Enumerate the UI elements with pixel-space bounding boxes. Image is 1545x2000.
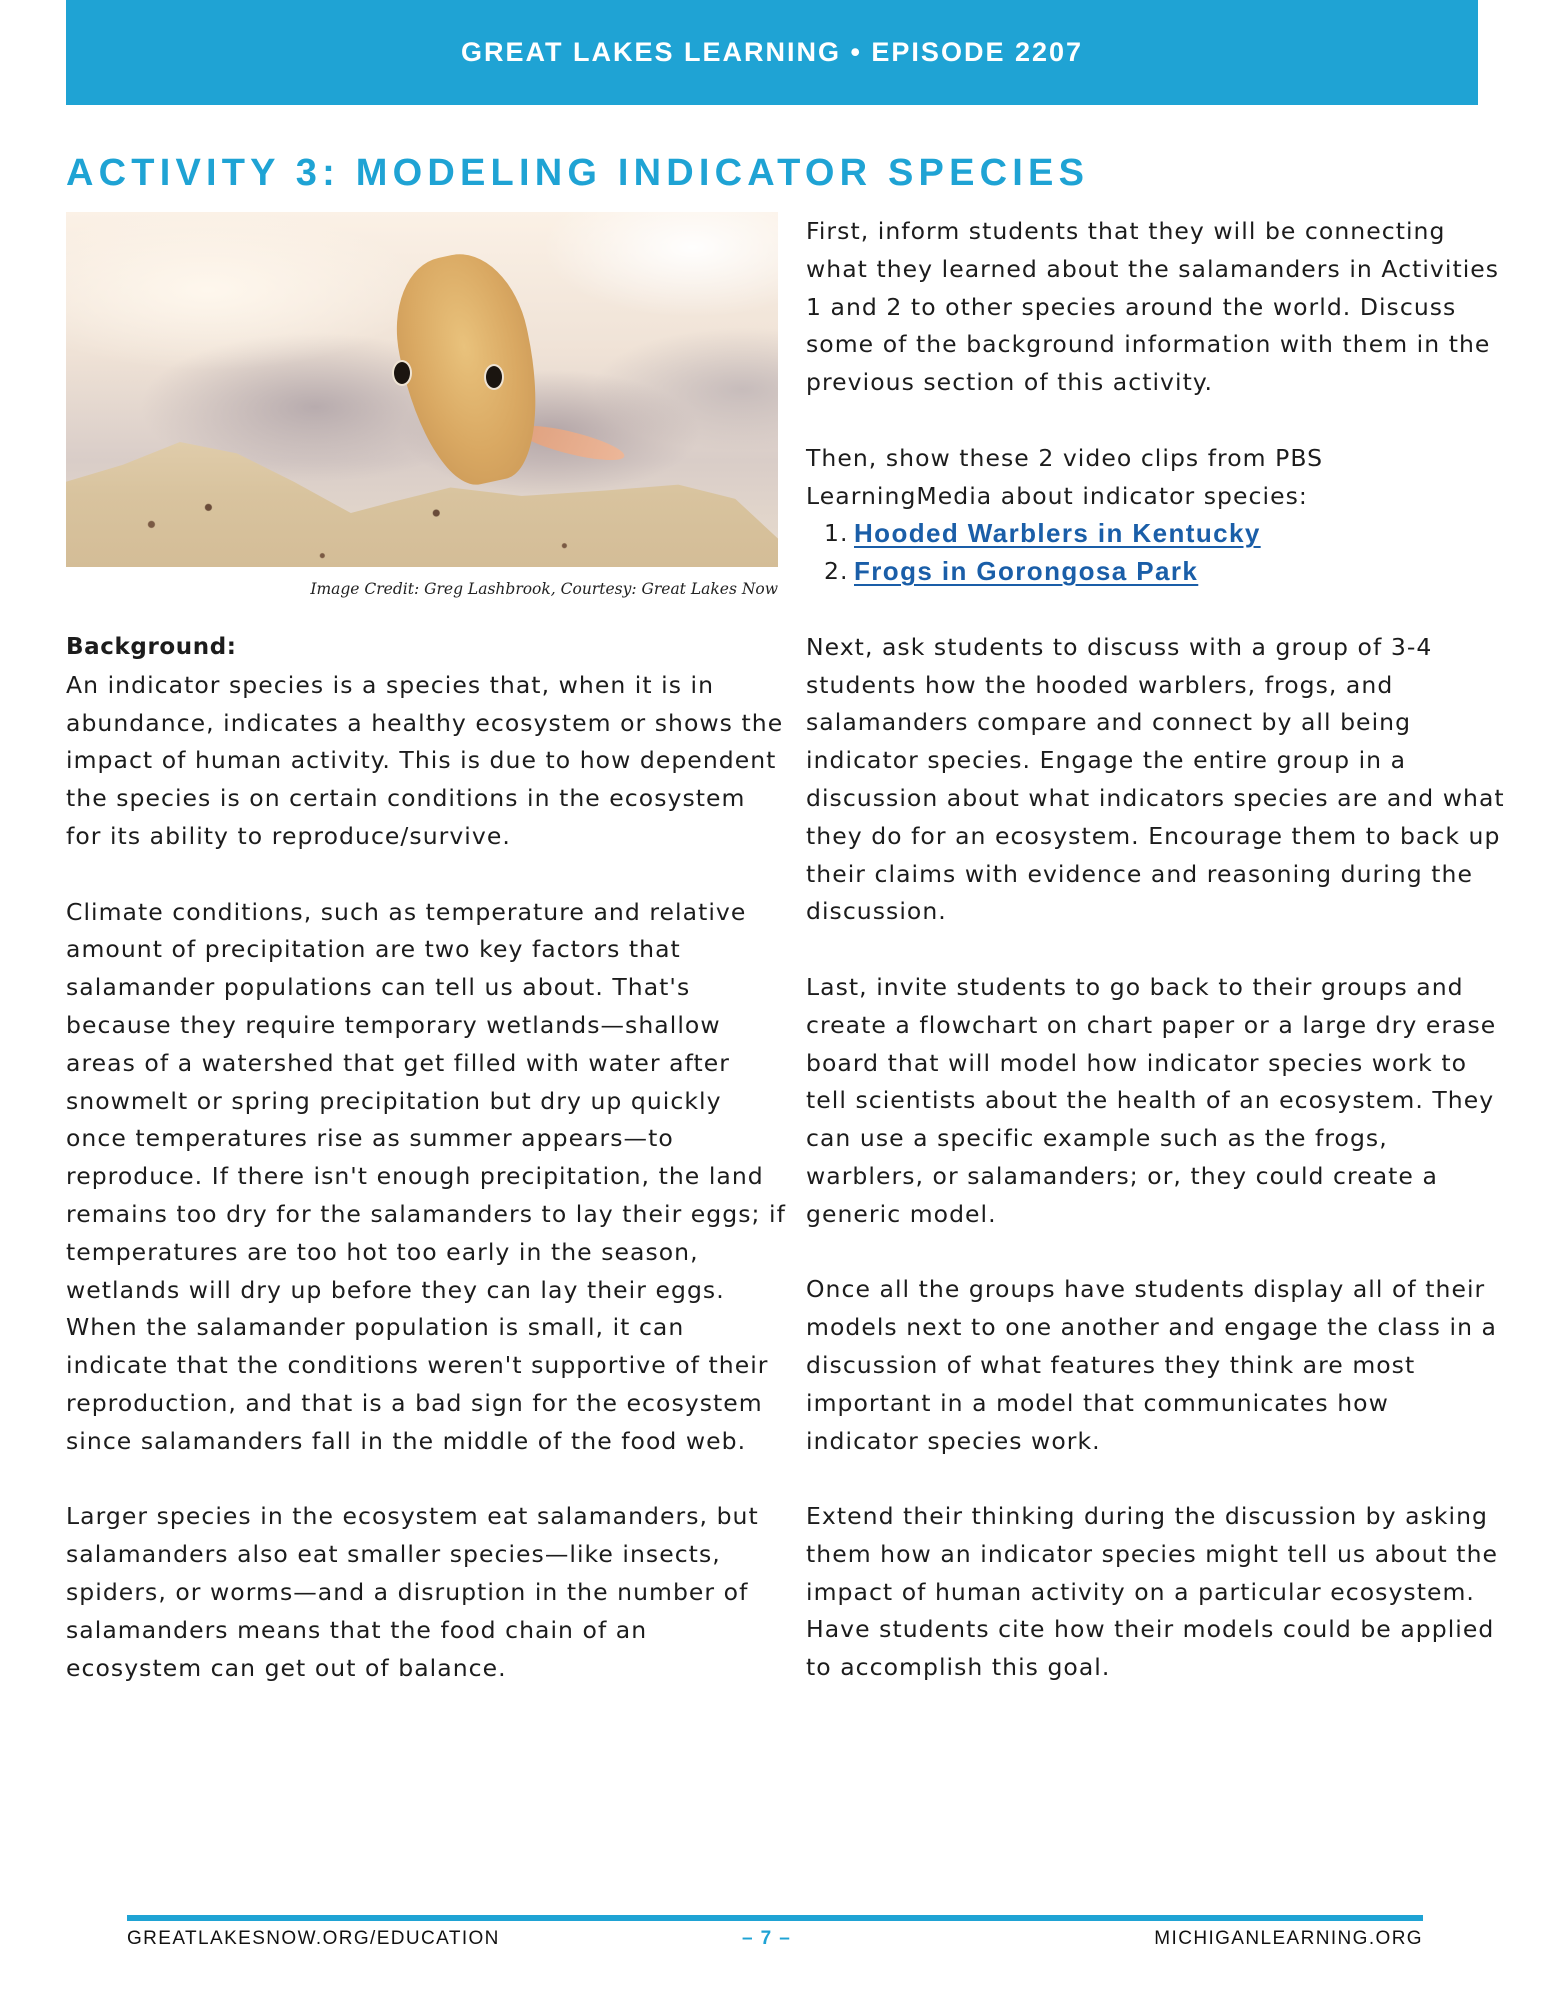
video-list-item bbox=[806, 553, 1506, 591]
hooded-warblers-link[interactable]: Hooded Warblers in Kentucky bbox=[854, 518, 1261, 549]
footer-greatlakesnow-link[interactable]: GREATLAKESNOW.ORG/EDUCATION bbox=[127, 1928, 500, 1949]
salamander-photo bbox=[66, 212, 778, 567]
background-paragraph-3: Larger species in the ecosystem eat salamanders, but salamanders also eat smaller species—like insects, spiders, or worms—and a disruption in the number of salamanders means that the food chain of an ecosystem can get out of balance. bbox=[66, 1502, 759, 1682]
frogs-gorongosa-link[interactable]: Frogs in Gorongosa Park bbox=[854, 556, 1199, 587]
list-number: 2. bbox=[824, 557, 849, 586]
video-link-list bbox=[806, 515, 1506, 591]
salamander-eye-left bbox=[392, 360, 412, 386]
instruction-extend: Extend their thinking during the discussion by asking them how an indicator species might tell us about the impact of human activity on a particular ecosystem. Have students cite how their models could be applied to accomplish this goal. bbox=[806, 1502, 1499, 1682]
header-banner bbox=[66, 0, 1478, 105]
instruction-last: Last, invite students to go back to their groups and create a flowchart on chart paper or a large dry erase board that will model how indicator species work to tell scientists about the health of an ecosystem. They can use a specific example such as the frogs, warblers, or salamanders; or, they could create a generic model. bbox=[806, 972, 1497, 1228]
footer-michiganlearning-link[interactable]: MICHIGANLEARNING.ORG bbox=[1154, 1928, 1423, 1949]
instruction-display: Once all the groups have students display all of their models next to one another and engage the class in a discussion of what features they think are most important in a model that communicates how indicator species work. bbox=[806, 1275, 1497, 1455]
background-paragraph-2: Climate conditions, such as temperature and relative amount of precipitation are two key factors that salamander populations can tell us about. That's because they require temporary wetlands—shallow areas of a watershed that get filled with water after snowmelt or spring precipitation but dry up quickly once temperatures rise as summer appears—to reproduce. If there isn't enough precipitation, the land remains too dry for the salamanders to lay their eggs; if temperatures are too hot too early in the season, wetlands will dry up before they can lay their eggs. When the salamander population is small, it can indicate that the conditions weren't supportive of their reproduction, and that is a bad sign for the ecosystem since salamanders fall in the middle of the food web. bbox=[66, 897, 786, 1455]
background-heading: Background: bbox=[66, 634, 237, 660]
background-paragraph-1: An indicator species is a species that, when it is in abundance, indicates a healthy ecosystem or shows the impact of human activity. This is due to how dependent the species is on certain conditions in the ecosystem for its ability to reproduce/survive. bbox=[66, 670, 784, 850]
instruction-then: Then, show these 2 video clips from PBS LearningMedia about indicator species: bbox=[806, 443, 1324, 510]
banner-title: GREAT LAKES LEARNING • EPISODE 2207 bbox=[460, 37, 1084, 67]
salamander-eye-right bbox=[484, 364, 504, 390]
list-number: 1. bbox=[824, 519, 849, 548]
instruction-next: Next, ask students to discuss with a group of 3-4 students how the hooded warblers, frogs, and salamanders compare and connect by all being indicator species. Engage the entire group in a discussion about what indicators species are and what they do for an ecosystem. Encourage them to back up their claims with evidence and reasoning during the discussion. bbox=[806, 632, 1505, 926]
right-column bbox=[806, 213, 1506, 1725]
video-list-item bbox=[806, 515, 1506, 553]
footer-divider bbox=[127, 1915, 1423, 1921]
instruction-first: First, inform students that they will be connecting what they learned about the salamanders in Activities 1 and 2 to other species around the world. Discuss some of the background information with them in the previous section of this activity. bbox=[806, 217, 1500, 397]
sand-region bbox=[66, 425, 778, 567]
image-credit-caption: Image Credit: Greg Lashbrook, Courtesy: Great Lakes Now bbox=[310, 580, 778, 598]
page-title: ACTIVITY 3: MODELING INDICATOR SPECIES bbox=[66, 152, 1090, 194]
left-column bbox=[66, 629, 786, 1725]
page-number: – 7 – bbox=[742, 1928, 792, 1949]
